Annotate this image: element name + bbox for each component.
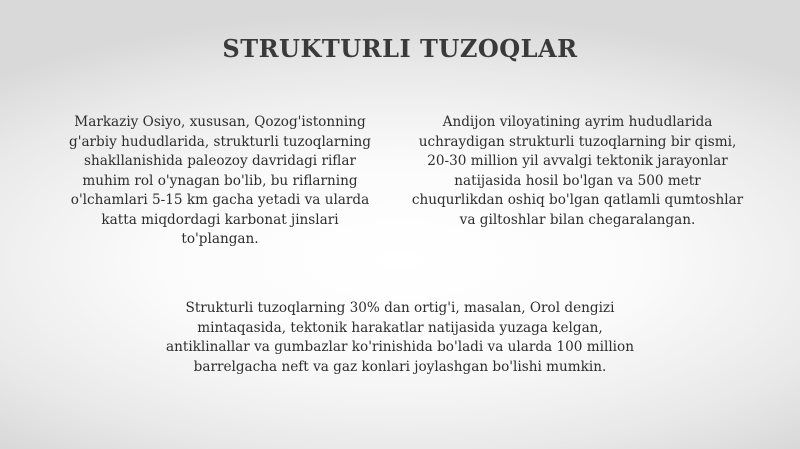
bottom-paragraph-line: antiklinallar va gumbazlar ko'rinishida bo'ladi va ularda 100 million (166, 339, 634, 355)
left-paragraph-line: to'plangan. (181, 231, 259, 247)
left-paragraph-line: o'lchamlari 5-15 km gacha yetadi va ularda (70, 192, 370, 208)
right-paragraph-line: va giltoshlar bilan chegaralangan. (459, 211, 696, 228)
right-paragraph-line: uchraydigan strukturli tuzoqlarning bir qismi, (418, 133, 737, 150)
bottom-paragraph-line: barrelgacha neft va gaz konlari joylashgan bo'lishi mumkin. (193, 358, 607, 375)
bottom-paragraph-line: mintaqasida, tektonik harakatlar natijasida yuzaga kelgan, (197, 319, 603, 336)
right-paragraph-line: chuqurlikdan oshiq bo'lgan qatlamli qumtoshlar (411, 192, 744, 208)
right-paragraph-line: Andijon viloyatining ayrim hududlarida (442, 114, 713, 130)
bottom-paragraph-line: Strukturli tuzoqlarning 30% dan ortig'i, masalan, Orol dengizi (185, 300, 615, 316)
left-paragraph-line: muhim rol o'ynagan bo'lib, bu riflarning (82, 172, 358, 189)
left-paragraph-line: g'arbiy hududlarida, strukturli tuzoqlarning (69, 133, 371, 150)
right-paragraph-line: natijasida hosil bo'lgan va 500 metr (454, 172, 701, 189)
left-paragraph (40, 113, 400, 250)
right-paragraph (395, 113, 760, 230)
slide-title: STRUKTURLI TUZOQLAR (222, 34, 578, 63)
left-paragraph-line: shakllanishida paleozoy davridagi riflar (84, 153, 356, 169)
bottom-paragraph (140, 299, 660, 377)
right-paragraph-line: 20-30 million yil avvalgi tektonik jarayonlar (427, 153, 728, 169)
left-paragraph-line: Markaziy Osiyo, xususan, Qozog'istonning (74, 114, 366, 130)
left-paragraph-line: katta miqdordagi karbonat jinslari (101, 211, 339, 228)
